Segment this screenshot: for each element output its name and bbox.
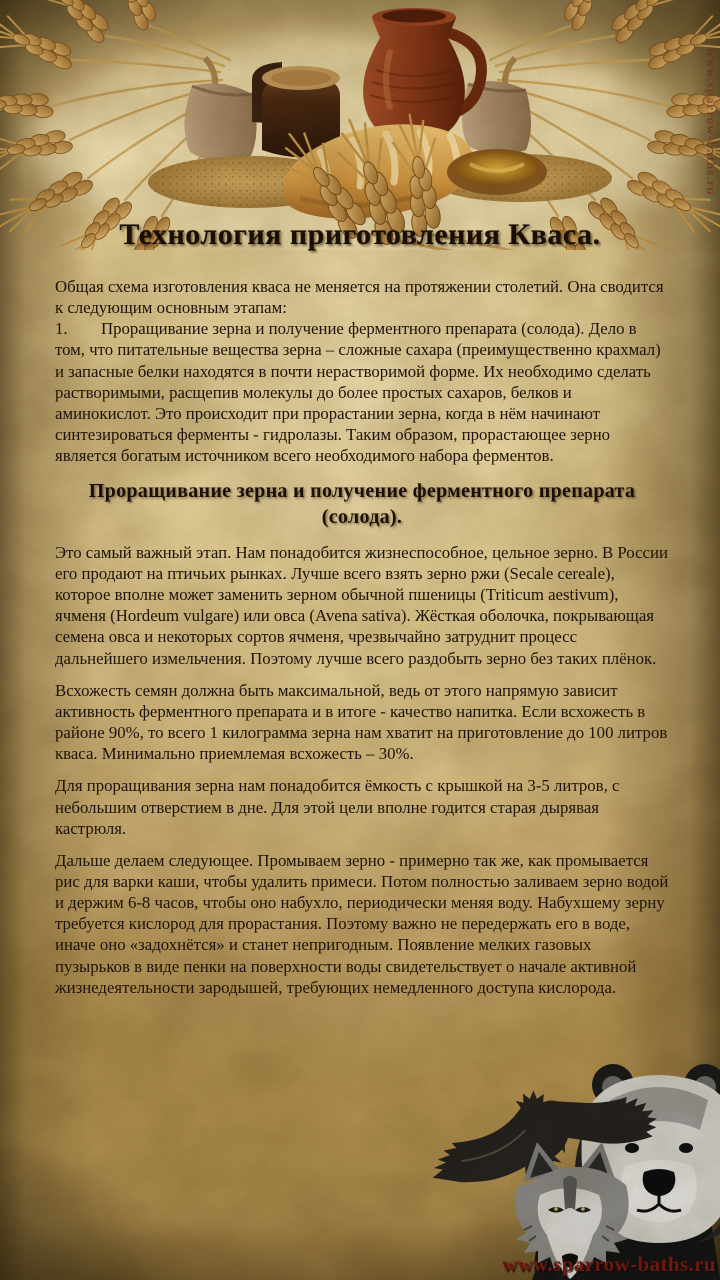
honey-bowl-icon <box>447 149 547 195</box>
paragraph: Дальше делаем следующее. Промываем зерно - примерно так же, как промывается рис для варки каши, чтобы удалить примеси. Потом полностью заливаем зерно водой и держим 6-8 часов, чтобы оно набухло, периодически меняя воду. Набухшему зерну требуется кислород для прорастания. Поэтому важно не передержать его в воде, иначе оно «задохнётся» и станет непригодным. Появление мелких газовых пузырьков в виде пенки на поверхности воды свидетельствует о начале активной жизнедеятельности зародышей, требующих немедленного доступа кислорода. <box>55 850 669 997</box>
paragraph: Всхожесть семян должна быть максимальной, ведь от этого напрямую зависит активность ферментного препарата и в итоге - качество напитка. Если всхожесть в районе 90%, то всего 1 килограмма зерна нам хватит на приготовление до 100 литров кваса. Минимально приемлемая всхожесть – 30%. <box>55 680 668 764</box>
section-heading: Проращивание зерна и получение ферментного препарата (солода). <box>88 480 636 528</box>
article-body <box>55 276 669 1009</box>
list-text: Проращивание зерна и получение ферментного препарата (солода). Дело в том, что питательные вещества зерна – сложные сахара (преимущественно крахмал) и запасные белки находятся в почти нерастворимой форме. Их необходимо сделать растворимыми, расщепив молекулы до более простых сахаров, белков и аминокислот. Это происходит при прорастании зерна, когда в нём начинают синтезироваться ферменты - гидролазы. Таким образом, прорастающее зерно является богатым источником всего необходимого набора ферментов. <box>55 319 661 466</box>
numbered-item <box>55 318 669 466</box>
list-number: 1. <box>55 319 68 339</box>
intro-paragraph: Общая схема изготовления кваса не меняется на протяжении столетий. Она сводится к следующим основным этапам: <box>55 277 664 318</box>
site-watermark-side: www.sparrow-baths.ru <box>704 48 719 196</box>
page-title: Технология приготовления Кваса. <box>119 218 601 251</box>
footer-illustration <box>420 1030 720 1280</box>
grain-sack-left-icon <box>184 83 256 162</box>
site-watermark: www.sparrow-baths.ru <box>501 1252 716 1276</box>
paragraph: Это самый важный этап. Нам понадобится жизнеспособное, цельное зерно. В России его продают на птичьих рынках. Лучше всего взять зерно ржи (Secale cereale), которое вполне может заменить зерном обычной пшеницы (Triticum aestivum), ячменя (Hordeum vulgare) или овса (Avena sativa). Жёсткая оболочка, покрывающая семена овса и некоторых сортов ячменя, чрезвычайно затруднит процесс дальнейшего измельчения. Поэтому лучше всего раздобыть зерно без таких плёнок. <box>55 542 668 668</box>
paragraph: Для проращивания зерна нам понадобится ёмкость с крышкой на 3-5 литров, с небольшим отверстием в дне. Для этой цели вполне годится старая дырявая кастрюля. <box>55 776 620 838</box>
header-illustration <box>0 0 720 250</box>
